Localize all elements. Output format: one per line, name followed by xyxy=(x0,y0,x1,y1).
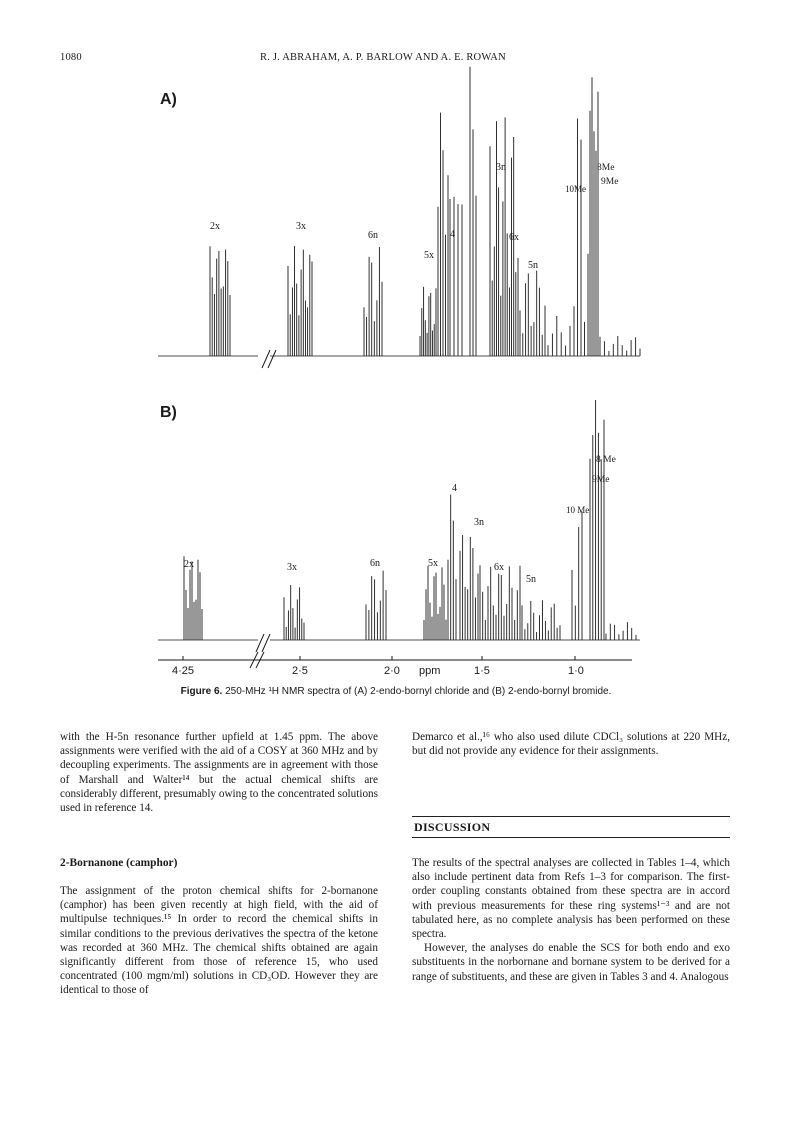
peak-label-a-4: 4 xyxy=(450,229,455,240)
peak-label-a-6n: 6n xyxy=(368,230,378,241)
page-number: 1080 xyxy=(60,52,82,63)
spectrum-b xyxy=(158,400,640,652)
panel-a-peak-labels xyxy=(210,162,618,271)
peak-label-b-6x: 6x xyxy=(494,562,504,573)
axis-tick-2-0: 2·0 xyxy=(384,665,400,677)
axis-tick-1-0: 1·0 xyxy=(568,665,584,677)
peak-label-a-3n: 3n xyxy=(496,162,506,173)
left-paragraph-1: with the H-5n resonance further upfield at 1.45 ppm. The above assignments were verified with the aid of a COSY at 360 MHz and by decoupling experiments. The assignments are in agreement with those of Marshall and Walter¹⁴ but the actual chemical shifts are considerably different, presumably owing to the concentrated solutions used in reference 14. xyxy=(60,731,378,815)
peak-label-a-9me: 9Me xyxy=(601,177,619,187)
peak-label-a-2x: 2x xyxy=(210,221,220,232)
discussion-rule-bottom xyxy=(412,837,730,838)
peak-label-b-9me: 9Me xyxy=(592,475,610,485)
peak-label-a-5x: 5x xyxy=(424,250,434,261)
right-paragraph-2: The results of the spectral analyses are collected in Tables 1–4, which also include pertinent data from Refs 1–3 for comparison. The first-order coupling constants obtained from these spectra are in accord with previous measurements for these ring systems¹⁻³ and are not tabulated here, as no complete analysis has been performed on these spectra. xyxy=(412,857,730,941)
left-heading-block xyxy=(60,856,378,870)
peak-label-b-8me: 8 Me xyxy=(596,455,616,465)
peak-label-a-8me: 8Me xyxy=(597,163,615,173)
panel-b-label: B) xyxy=(160,404,177,421)
caption-text: 250-MHz ¹H NMR spectra of (A) 2-endo-bornyl chloride and (B) 2-endo-bornyl bromide. xyxy=(225,686,612,697)
left-paragraph-block xyxy=(60,884,378,998)
peak-label-b-4: 4 xyxy=(452,483,457,494)
peak-label-a-5n: 5n xyxy=(528,260,538,271)
peak-label-b-3x: 3x xyxy=(287,562,297,573)
discussion-rule-top xyxy=(412,816,730,817)
peak-label-b-5x: 5x xyxy=(428,558,438,569)
left-column xyxy=(60,730,378,815)
peak-label-b-5n: 5n xyxy=(526,574,536,585)
running-head: R. J. ABRAHAM, A. P. BARLOW AND A. E. ROWAN xyxy=(260,52,506,63)
ppm-axis xyxy=(158,652,632,677)
peak-label-a-10me: 10Me xyxy=(565,184,586,194)
right-paragraph-3: However, the analyses do enable the SCS for both endo and exo substituents in the norbornane and bornane system to be derived for a range of substituents, and these are given in Tables 3 and 4. Analogous xyxy=(412,942,730,983)
spectrum-a-axis-break xyxy=(262,350,276,368)
peak-label-b-3n: 3n xyxy=(474,517,484,528)
axis-tick-1-5: 1·5 xyxy=(474,665,490,677)
left-paragraph-2: The assignment of the proton chemical shifts for 2-bornanone (camphor) has been given recently at high field, with the aid of multipulse techniques.¹⁵ In order to record the chemical shifts in similar conditions to the previous derivatives the spectra of the ketone was recorded at 360 MHz. The chemical shifts obtained are again significantly different from those of reference 15, who used concentrated (100 mgm/ml) solutions in CD₃OD. However they are identical to those of xyxy=(60,885,378,997)
axis-unit-ppm: ppm xyxy=(419,665,441,677)
axis-tick-2-5: 2·5 xyxy=(292,665,308,677)
section-heading-camphor: 2-Bornanone (camphor) xyxy=(60,857,178,869)
right-paragraph-block xyxy=(412,856,730,984)
panel-b-peak-labels xyxy=(184,455,616,585)
section-heading-discussion: DISCUSSION xyxy=(414,820,491,834)
spectrum-b-axis-break xyxy=(256,634,270,652)
right-paragraph-1: Demarco et al.,¹⁶ who also used dilute CDCl₃ solutions at 220 MHz, but did not provide any evidence for their assignments. xyxy=(412,731,730,758)
caption-label: Figure 6. xyxy=(180,686,223,697)
right-column xyxy=(412,730,730,758)
spectrum-a xyxy=(158,67,640,368)
panel-a-label: A) xyxy=(160,91,177,108)
peak-label-b-2x: 2x xyxy=(184,559,194,570)
peak-label-b-6n: 6n xyxy=(370,558,380,569)
axis-tick-4-25: 4·25 xyxy=(172,665,195,677)
peak-label-b-10me: 10 Me xyxy=(566,505,590,515)
peak-label-a-3x: 3x xyxy=(296,221,306,232)
figure-caption xyxy=(0,686,792,697)
peak-label-a-6x: 6x xyxy=(509,232,519,243)
